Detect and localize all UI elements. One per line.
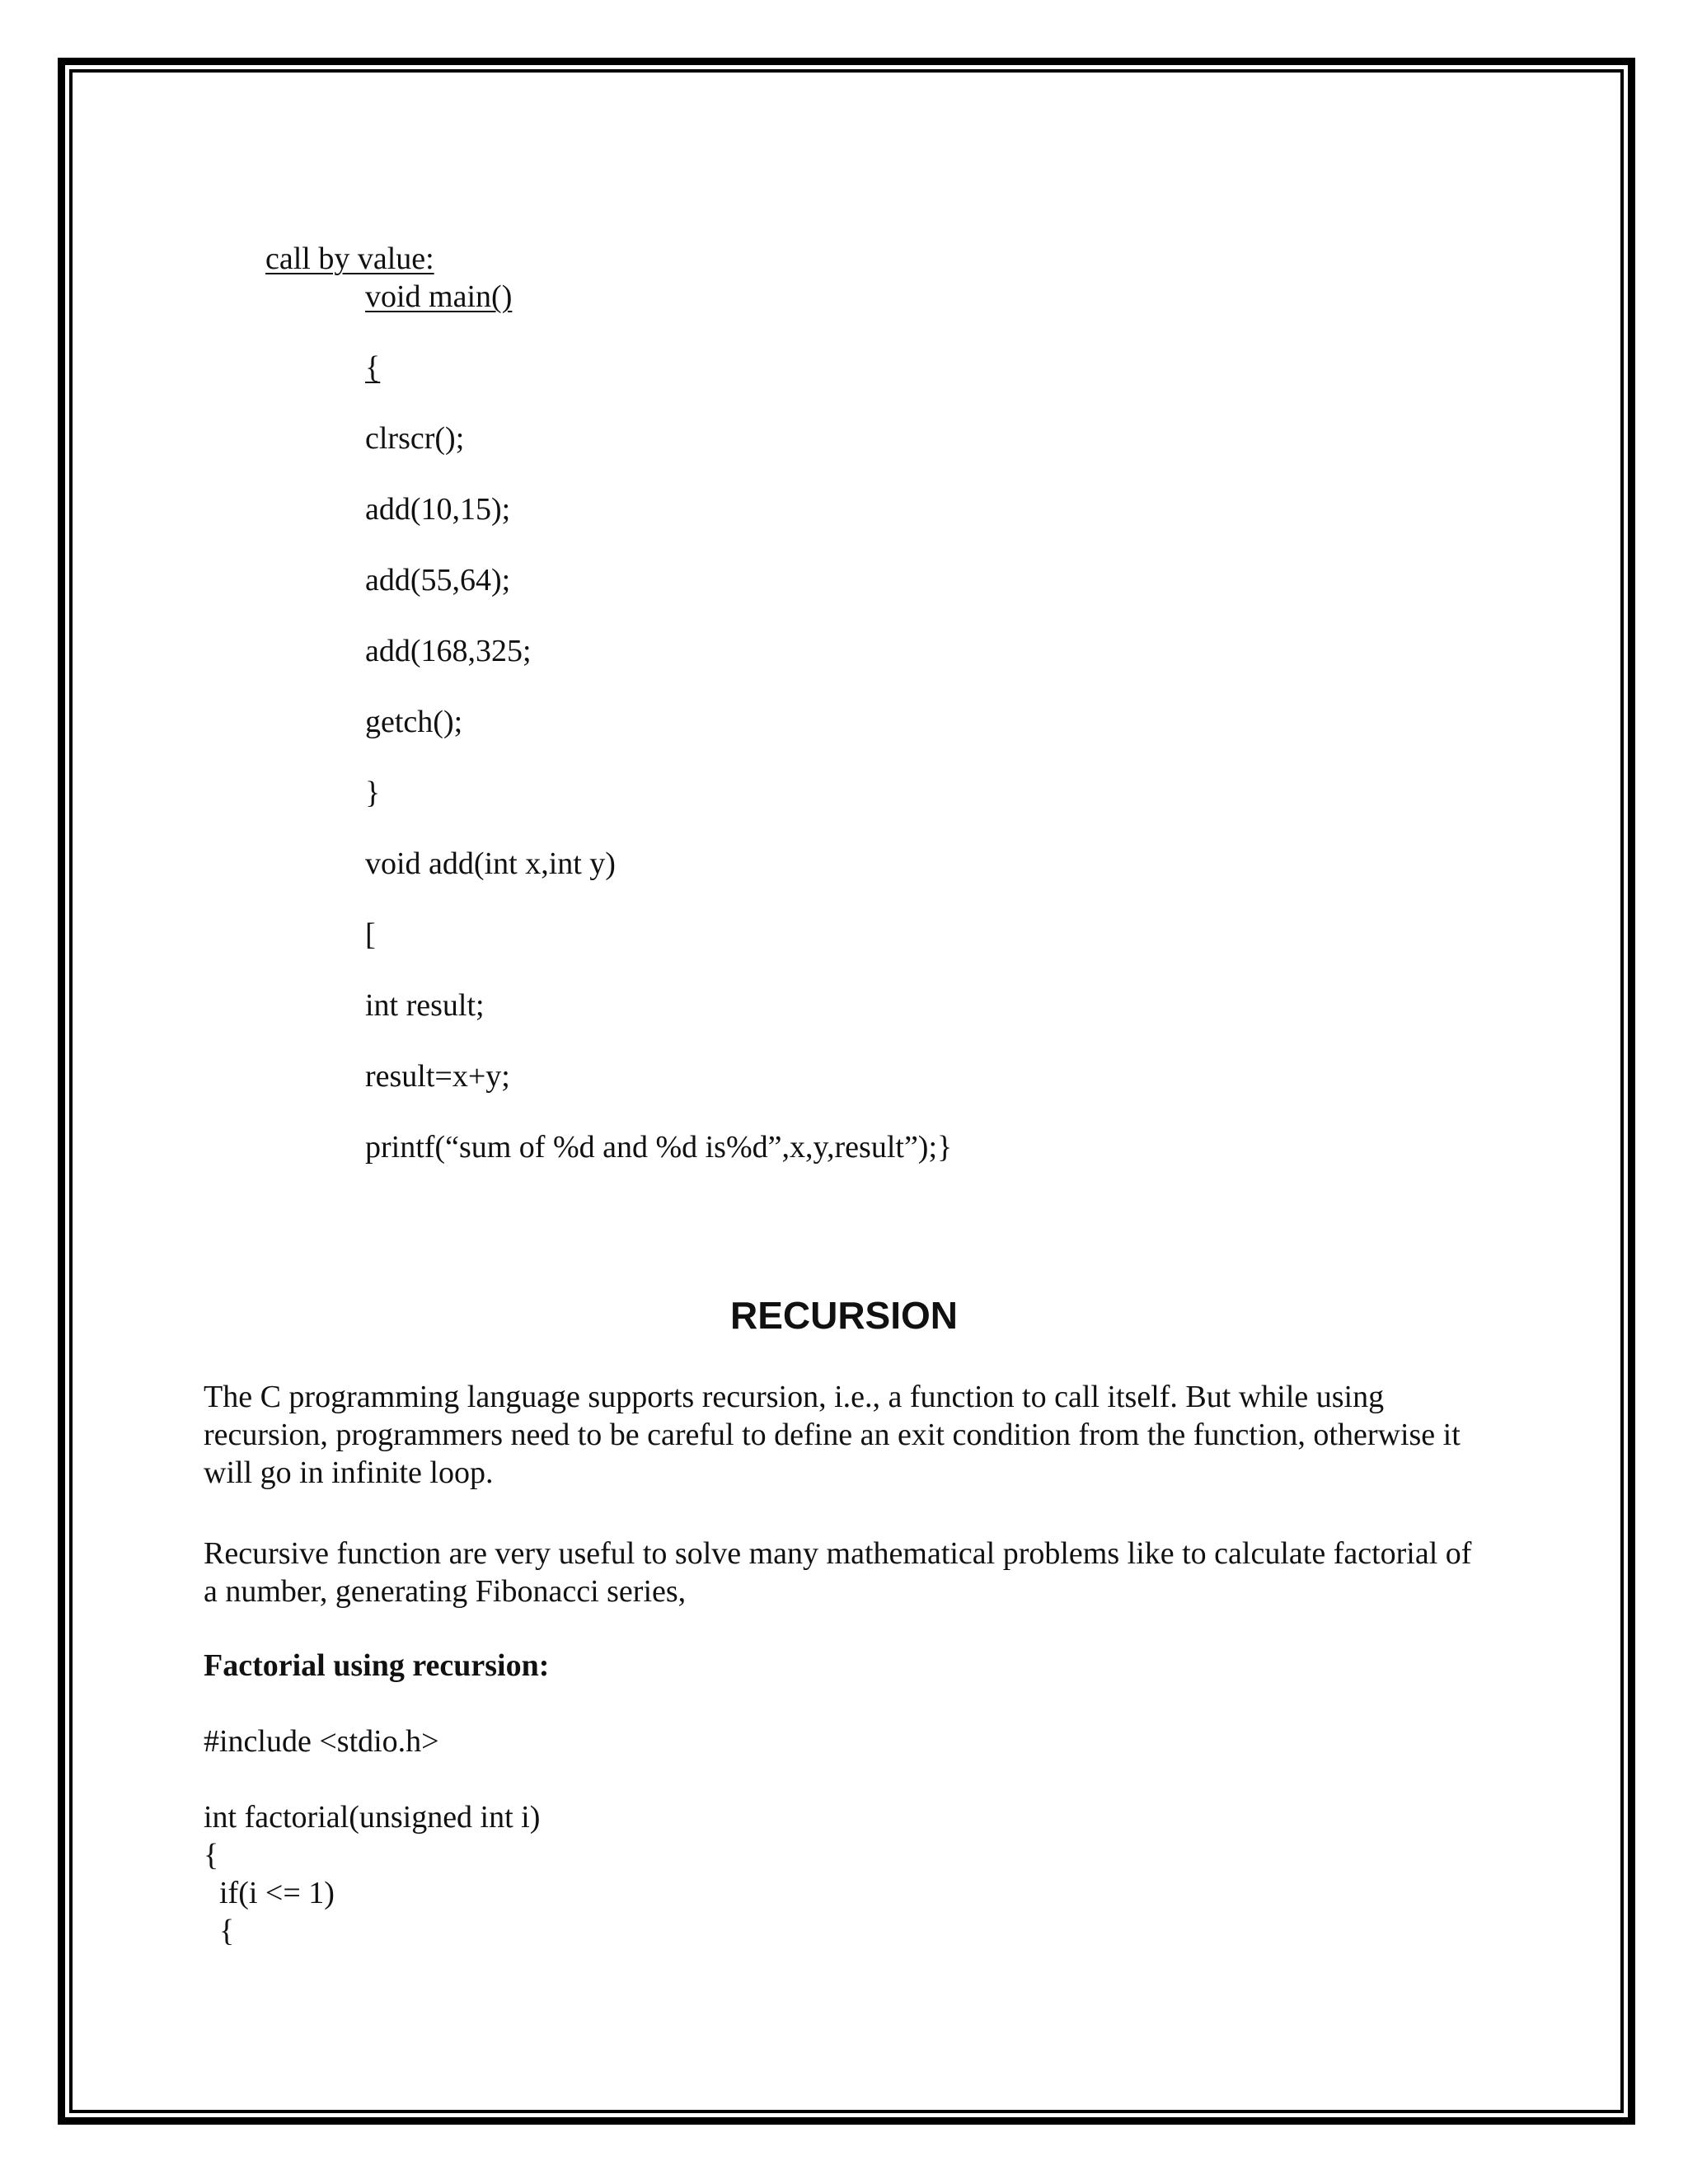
section-label-call-by-value: call by value:	[265, 241, 434, 276]
code-line: void add(int x,int y)	[365, 846, 616, 881]
subheading-factorial: Factorial using recursion:	[204, 1648, 550, 1683]
paragraph-recursion-intro: The C programming language supports recursion, i.e., a function to call itself. But while using recursion, programmers need to be careful to define an exit condition from the function, otherwise it will go in infinite loop.	[204, 1380, 1461, 1490]
code-line: int result;	[365, 988, 485, 1023]
code-line: void main()	[365, 279, 513, 314]
code-line: {	[365, 350, 381, 385]
code-line: {	[204, 1914, 235, 1948]
code-line: [	[365, 917, 376, 952]
paragraph-recursion-uses: Recursive function are very useful to solve many mathematical problems like to calculate factorial of a number, generating Fibonacci series,	[204, 1536, 1472, 1609]
code-line: add(55,64);	[365, 563, 511, 598]
code-line: if(i <= 1)	[204, 1876, 335, 1910]
code-line: #include <stdio.h>	[204, 1724, 439, 1759]
code-line: add(168,325;	[365, 634, 532, 668]
code-line: clrscr();	[365, 421, 465, 456]
page-title: RECURSION	[729, 1294, 959, 1337]
code-line: }	[365, 776, 381, 810]
code-line: {	[204, 1838, 219, 1872]
code-line: result=x+y;	[365, 1059, 510, 1094]
code-line: add(10,15);	[365, 492, 511, 527]
code-line: printf(“sum of %d and %d is%d”,x,y,result”);}	[365, 1130, 953, 1165]
code-line: getch();	[365, 705, 463, 739]
code-line: int factorial(unsigned int i)	[204, 1800, 541, 1835]
